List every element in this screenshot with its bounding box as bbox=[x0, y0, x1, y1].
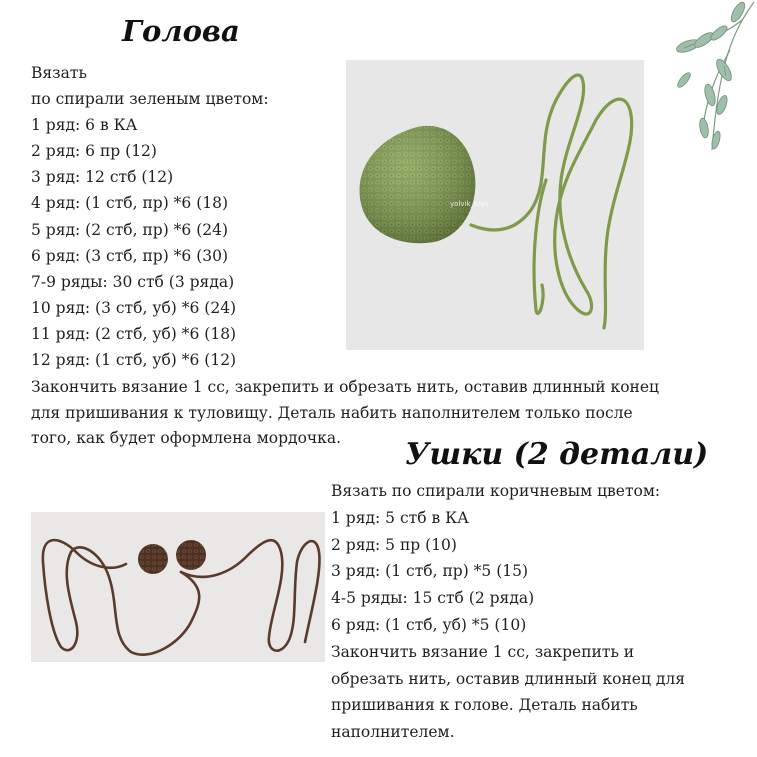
instruction-line: 12 ряд: (1 стб, уб) *6 (12) bbox=[31, 351, 237, 370]
instruction-line: 3 ряд: (1 стб, пр) *5 (15) bbox=[331, 562, 529, 581]
instruction-line: 2 ряд: 6 пр (12) bbox=[31, 142, 157, 161]
instruction-line: 3 ряд: 12 стб (12) bbox=[31, 168, 174, 187]
instruction-line: 6 ряд: (1 стб, уб) *5 (10) bbox=[331, 615, 527, 634]
paragraph-line: Закончить вязание 1 сс, закрепить и обрезать нить, оставив длинный конец bbox=[31, 378, 659, 396]
head-photo bbox=[346, 60, 644, 350]
instruction-line: Вязать по спирали коричневым цветом: bbox=[331, 482, 661, 500]
instruction-line: 1 ряд: 6 в КА bbox=[31, 116, 138, 135]
instruction-line: обрезать нить, оставив длинный конец для bbox=[331, 669, 686, 688]
instruction-line: 10 ряд: (3 стб, уб) *6 (24) bbox=[31, 298, 237, 317]
instruction-line: наполнителем. bbox=[331, 723, 455, 742]
head-section-title: Голова bbox=[122, 14, 240, 48]
instruction-line: по спирали зеленым цветом: bbox=[31, 90, 269, 109]
ears-section-title: Ушки (2 детали) bbox=[405, 437, 709, 472]
ears-instructions bbox=[331, 478, 685, 746]
instruction-line: 1 ряд: 5 стб в КА bbox=[331, 508, 469, 527]
instruction-line: 5 ряд: (2 стб, пр) *6 (24) bbox=[31, 220, 229, 239]
instruction-line: Вязать bbox=[31, 64, 87, 82]
instruction-line: Закончить вязание 1 сс, закрепить и bbox=[331, 642, 635, 661]
photo-watermark: yolvik_toys bbox=[450, 200, 489, 208]
ears-photo bbox=[31, 512, 325, 662]
instruction-line: 11 ряд: (2 стб, уб) *6 (18) bbox=[31, 324, 237, 343]
instruction-line: 4-5 ряды: 15 стб (2 ряда) bbox=[331, 589, 535, 608]
instruction-line: пришивания к голове. Деталь набить bbox=[331, 696, 638, 715]
instruction-line: 7-9 ряды: 30 стб (3 ряда) bbox=[31, 272, 235, 291]
instruction-line: 4 ряд: (1 стб, пр) *6 (18) bbox=[31, 194, 229, 213]
head-instructions bbox=[31, 60, 269, 373]
instruction-line: 2 ряд: 5 пр (10) bbox=[331, 535, 457, 554]
instruction-line: 6 ряд: (3 стб, пр) *6 (30) bbox=[31, 246, 229, 265]
paragraph-line: того, как будет оформлена мордочка. bbox=[31, 429, 342, 447]
paragraph-line: для пришивания к туловищу. Деталь набить наполнителем только после bbox=[31, 403, 633, 422]
leaf-branch-decoration-icon bbox=[664, 0, 757, 160]
